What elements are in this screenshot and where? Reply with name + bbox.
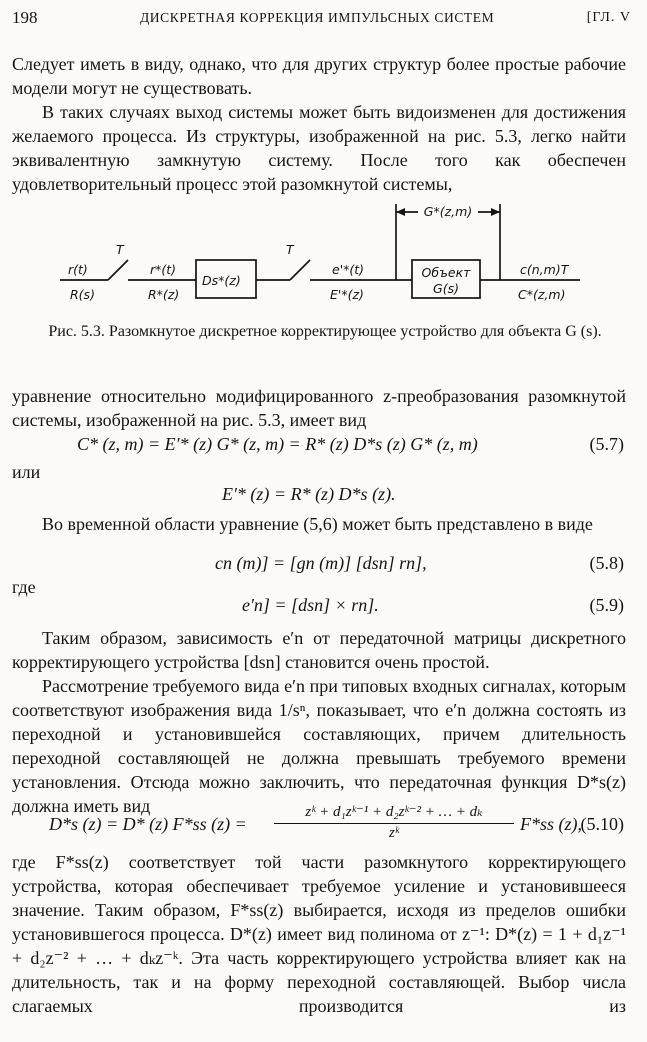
equation-right: F*ss (z),	[520, 814, 582, 834]
equation-5-7b	[12, 484, 626, 510]
label-sampled-bottom: R*(z)	[148, 287, 180, 302]
equation-5-9	[12, 595, 626, 621]
equation-5-8	[12, 553, 626, 579]
paragraph: Следует иметь в виду, однако, что для других структур более простые рабочие модели могут не существовать.	[12, 54, 626, 98]
label-plant-line1: Объект	[421, 265, 471, 280]
equation-5-7	[12, 434, 626, 460]
equation-body: cn (m)] = [gn (m)] [dsn] rn],	[215, 553, 427, 573]
running-header	[12, 8, 635, 30]
equation-5-10	[12, 802, 626, 850]
arrowhead-left	[396, 208, 405, 216]
equation-body: e′n] = [dsn] × rn].	[242, 595, 379, 615]
label-input-bottom: R(s)	[70, 287, 95, 302]
paragraph: Во временной области уравнение (5,6) может быть представлено в виде	[42, 514, 593, 534]
figure-caption: Рис. 5.3. Разомкнутое дискретное корректирующее устройство для объекта G (s).	[48, 323, 602, 340]
word-where: где	[12, 577, 36, 597]
equation-number: (5.9)	[589, 595, 624, 615]
equation-fraction	[274, 802, 514, 842]
label-sampled-top: r*(t)	[150, 262, 177, 277]
fraction-denominator: zᵏ	[388, 825, 400, 841]
label-sampler-1: T	[116, 242, 124, 257]
equation-body: C* (z, m) = E′* (z) G* (z, m) = R* (z) D*s (z) G* (z, m)	[77, 434, 478, 454]
label-span: G*(z,m)	[423, 204, 473, 219]
label-output-top: c(n,m)T	[520, 262, 569, 277]
chapter-label: [ГЛ. V	[586, 10, 631, 25]
label-error-bottom: E'*(z)	[330, 287, 364, 302]
label-input-top: r(t)	[68, 262, 88, 277]
paragraph: В таких случаях выход системы может быть видоизменен для достижения желаемого процесса. Из структуры, изображенной на рис. 5.3, легко найти эквивалентную замкнутую систему. После того как обеспечен удовлетворительный процесс этой разомкнутой системы,	[12, 102, 626, 194]
equation-number: (5.7)	[589, 434, 624, 454]
paragraph: Рассмотрение требуемого вида e′n при типовых входных сигналах, которым соответствуют изображения вида 1/sⁿ, показывает, что e′n должна состоять из переходной и установившейся составляющих, причем длительность переходной составляющей не должна превышать требуемого времени установления. Отсюда можно заключить, что передаточная функция D*s(z) должна иметь вид	[12, 676, 626, 816]
label-controller: Ds*(z)	[202, 273, 241, 288]
label-plant-line2: G(s)	[433, 281, 459, 296]
fraction-numerator: zᵏ + d₁zᵏ⁻¹ + d₂zᵏ⁻² + … + dₖ	[274, 802, 514, 824]
label-error-top: e'*(t)	[332, 262, 365, 277]
equation-number: (5.10)	[580, 814, 624, 834]
word-or: или	[12, 462, 41, 482]
arrowhead-right	[491, 208, 500, 216]
equation-body: E′* (z) = R* (z) D*s (z).	[222, 484, 396, 504]
label-sampler-2: T	[286, 242, 294, 257]
label-output-bottom: C*(z,m)	[518, 287, 566, 302]
block-diagram	[60, 196, 580, 312]
paragraph: уравнение относительно модифицированного z-преобразования разомкнутой системы, изображенной на рис. 5.3, имеет вид	[12, 386, 626, 430]
page-number: 198	[12, 8, 38, 27]
equation-number: (5.8)	[589, 553, 624, 573]
paragraph: Таким образом, зависимость e′n от передаточной матрицы дискретного корректирующего устройства [dsn] становится очень простой.	[12, 628, 626, 672]
equation-left: D*s (z) = D* (z) F*ss (z) =	[49, 814, 247, 834]
running-title: ДИСКРЕТНАЯ КОРРЕКЦИЯ ИМПУЛЬСНЫХ СИСТЕМ	[140, 10, 495, 25]
sampler-switch-2	[290, 260, 310, 280]
sampler-switch-1	[108, 260, 128, 280]
paragraph: где F*ss(z) соответствует той части разомкнутого корректирующего устройства, которая обеспечивает требуемое усиление и установившееся значение. Таким образом, F*ss(z) выбирается, исходя из пределов ошибки установившегося процесса. D*(z) имеет вид полинома от z⁻¹: D*(z) = 1 + d₁z⁻¹ + d₂z⁻² + … + dₖz⁻ᵏ. Эта часть корректирующего устройства влияет как на длительность, так и на форму переходной составляющей. Выбор числа слагаемых производится из	[12, 852, 626, 1016]
